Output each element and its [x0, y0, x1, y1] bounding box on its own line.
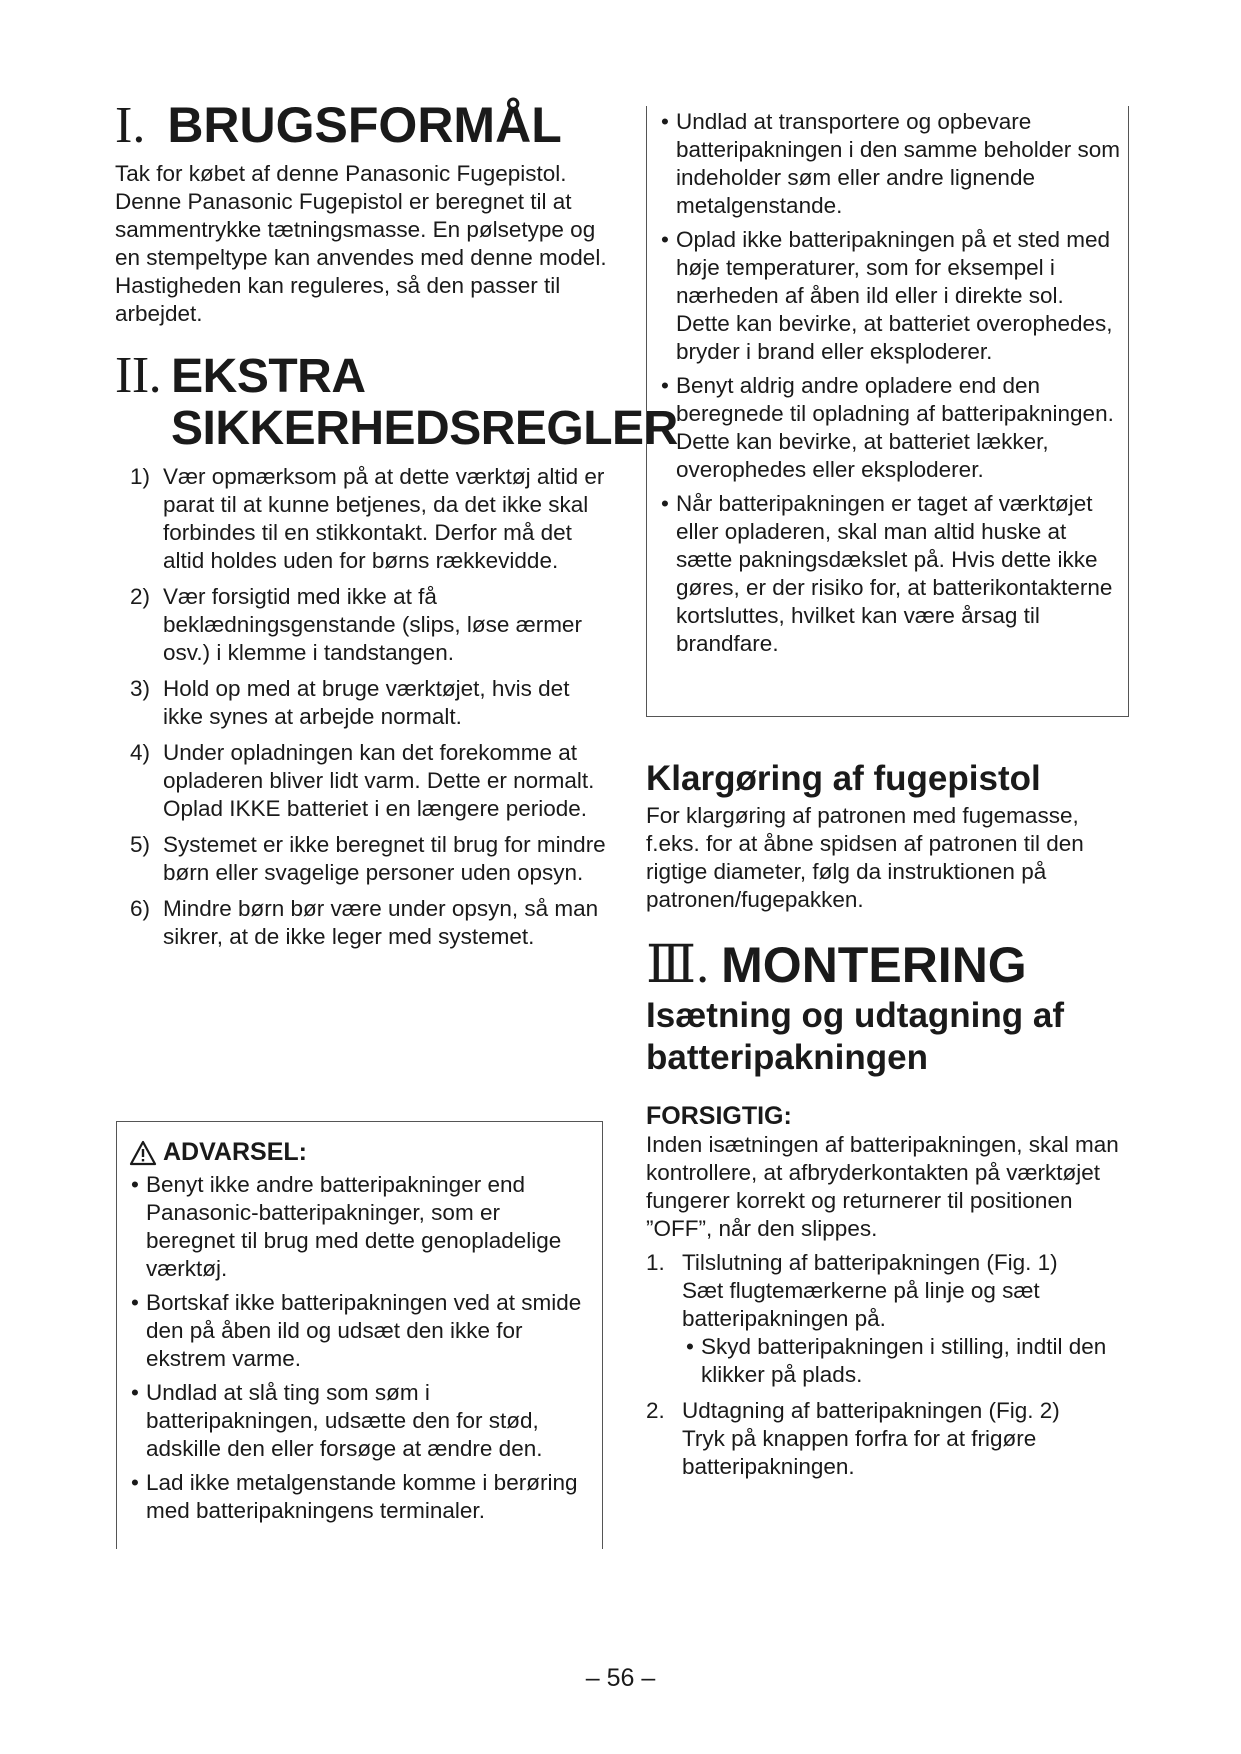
warning-item: • Undlad at slå ting som søm i batteripakningen, udsætte den for stød, adskille den eller forsøge at ændre den.: [129, 1379, 592, 1463]
list-item-text: Mindre børn bør være under opsyn, så man sikrer, at de ikke leger med systemet.: [163, 896, 599, 949]
list-item-number: 5): [130, 832, 151, 857]
prep-heading: Klargøring af fugepistol: [646, 759, 1041, 798]
step-sub-list: [682, 1333, 1136, 1389]
section-3-numeral: Ⅲ.: [646, 937, 710, 994]
warning-item: • Når batteripakningen er taget af værktøjet eller opladeren, skal man altid huske at sætte pakningsdækslet på. Hvis dette ikke gøres, er der risiko for, at batterikontakterne kortsluttes, hvilket kan være årsag til brandfare.: [659, 490, 1120, 658]
section-2-heading: [115, 347, 678, 455]
warning-list: [129, 1171, 592, 1525]
safety-rules-list: [115, 463, 610, 951]
section-1-text: Tak for købet af denne Panasonic Fugepistol. Denne Panasonic Fugepistol er beregnet til at sammentrykke tætningsmasse. En pølsetype og en stempeltype kan anvendes med denne model. Hastigheden kan reguleres, så den passer til arbejdet.: [115, 161, 607, 326]
list-item-text: Vær opmærksom på at dette værktøj altid er parat til at kunne betjenes, da det ikke skal forbindes til en stikkontakt. Derfor må det altid holdes uden for børns rækkevidde.: [163, 464, 605, 573]
step-item: [646, 1249, 1136, 1389]
warning-continuation-list: [659, 108, 1120, 658]
prep-text: For klargøring af patronen med fugemasse, f.eks. for at åbne spidsen af patronen til den rigtige diameter, følg da instruktionen på patronen/fugepakken.: [646, 803, 1084, 912]
list-item-text: Under opladningen kan det forekomme at opladeren bliver lidt varm. Dette er normalt. Oplad IKKE batteriet i en længere periode.: [163, 740, 595, 821]
list-item: [115, 463, 610, 575]
left-column: [115, 95, 678, 959]
warning-item: • Lad ikke metalgenstande komme i berøring med batteripakningens terminaler.: [129, 1469, 592, 1525]
section-3-heading: [646, 936, 1136, 995]
step-item: [646, 1397, 1136, 1481]
list-item-text: Hold op med at bruge værktøjet, hvis det ikke synes at arbejde normalt.: [163, 676, 570, 729]
section-1-heading: [115, 95, 610, 156]
list-item-number: 2): [130, 584, 151, 609]
section-2-numeral: II.: [115, 347, 162, 404]
step-text: Sæt flugtemærkerne på linje og sæt batteripakningen på.: [682, 1278, 1040, 1331]
caution-text: Inden isætningen af batteripakningen, skal man kontrollere, at afbryderkontakten på værktøjet fungerer korrekt og returnerer til positionen ”OFF”, når den slippes.: [646, 1132, 1119, 1241]
warning-title: ADVARSEL:: [163, 1138, 307, 1166]
section-1-title: BRUGSFORMÅL: [167, 97, 562, 153]
list-item-number: 6): [130, 896, 151, 921]
list-item-number: 4): [130, 740, 151, 765]
warning-continuation-box: [646, 106, 1129, 717]
list-item-number: 3): [130, 676, 151, 701]
list-item-text: Systemet er ikke beregnet til brug for mindre børn eller svagelige personer uden opsyn.: [163, 832, 606, 885]
list-item: [115, 895, 610, 951]
list-item: [115, 583, 610, 667]
list-item-text: Vær forsigtid med ikke at få beklædningsgenstande (slips, løse ærmer osv.) i klemme i tandstangen.: [163, 584, 582, 665]
right-column: [646, 758, 1136, 1489]
page-number: – 56 –: [585, 1664, 656, 1692]
list-item: [115, 831, 610, 887]
steps-list: [646, 1249, 1136, 1481]
list-item: [115, 739, 610, 823]
step-sub-item: • Skyd batteripakningen i stilling, indtil den klikker på plads.: [682, 1333, 1136, 1389]
warning-item: • Benyt aldrig andre opladere end den beregnede til opladning af batteripakningen. Dette kan bevirke, at batteriet lækker, overophedes eller eksploderer.: [659, 372, 1120, 484]
warning-item: • Oplad ikke batteripakningen på et sted med høje temperaturer, som for eksempel i nærheden af åben ild eller i direkte sol. Dette kan bevirke, at batteriet overophedes, bryder i brand eller eksploderer.: [659, 226, 1120, 366]
warning-item: • Benyt ikke andre batteripakninger end Panasonic-batteripakninger, som er beregnet til brug med dette genopladelige værktøj.: [129, 1171, 592, 1283]
step-text: Tryk på knappen forfra for at frigøre batteripakningen.: [682, 1426, 1037, 1479]
section-2-title-line2: SIKKERHEDSREGLER: [171, 402, 678, 455]
step-title: Udtagning af batteripakningen (Fig. 2): [682, 1398, 1060, 1423]
list-item: [115, 675, 610, 731]
step-number: 1.: [646, 1250, 665, 1275]
step-number: 2.: [646, 1398, 665, 1423]
step-title: Tilslutning af batteripakningen (Fig. 1): [682, 1250, 1058, 1275]
section-1-numeral: I.: [115, 97, 146, 154]
warning-triangle-icon: [129, 1140, 157, 1166]
list-item-number: 1): [130, 464, 151, 489]
warning-item: • Bortskaf ikke batteripakningen ved at smide den på åben ild og udsæt den ikke for ekstrem varme.: [129, 1289, 592, 1373]
warning-title-row: [129, 1138, 592, 1167]
section-3-subtitle: Isætning og udtagning af batteripakningen: [646, 996, 1065, 1077]
warning-box: [116, 1121, 603, 1549]
warning-item: • Undlad at transportere og opbevare batteripakningen i den samme beholder som indeholder søm eller andre lignende metalgenstande.: [659, 108, 1120, 220]
caution-title: FORSIGTIG:: [646, 1102, 792, 1130]
section-2-title-line1: EKSTRA: [171, 350, 366, 403]
section-3-title: MONTERING: [721, 937, 1027, 993]
